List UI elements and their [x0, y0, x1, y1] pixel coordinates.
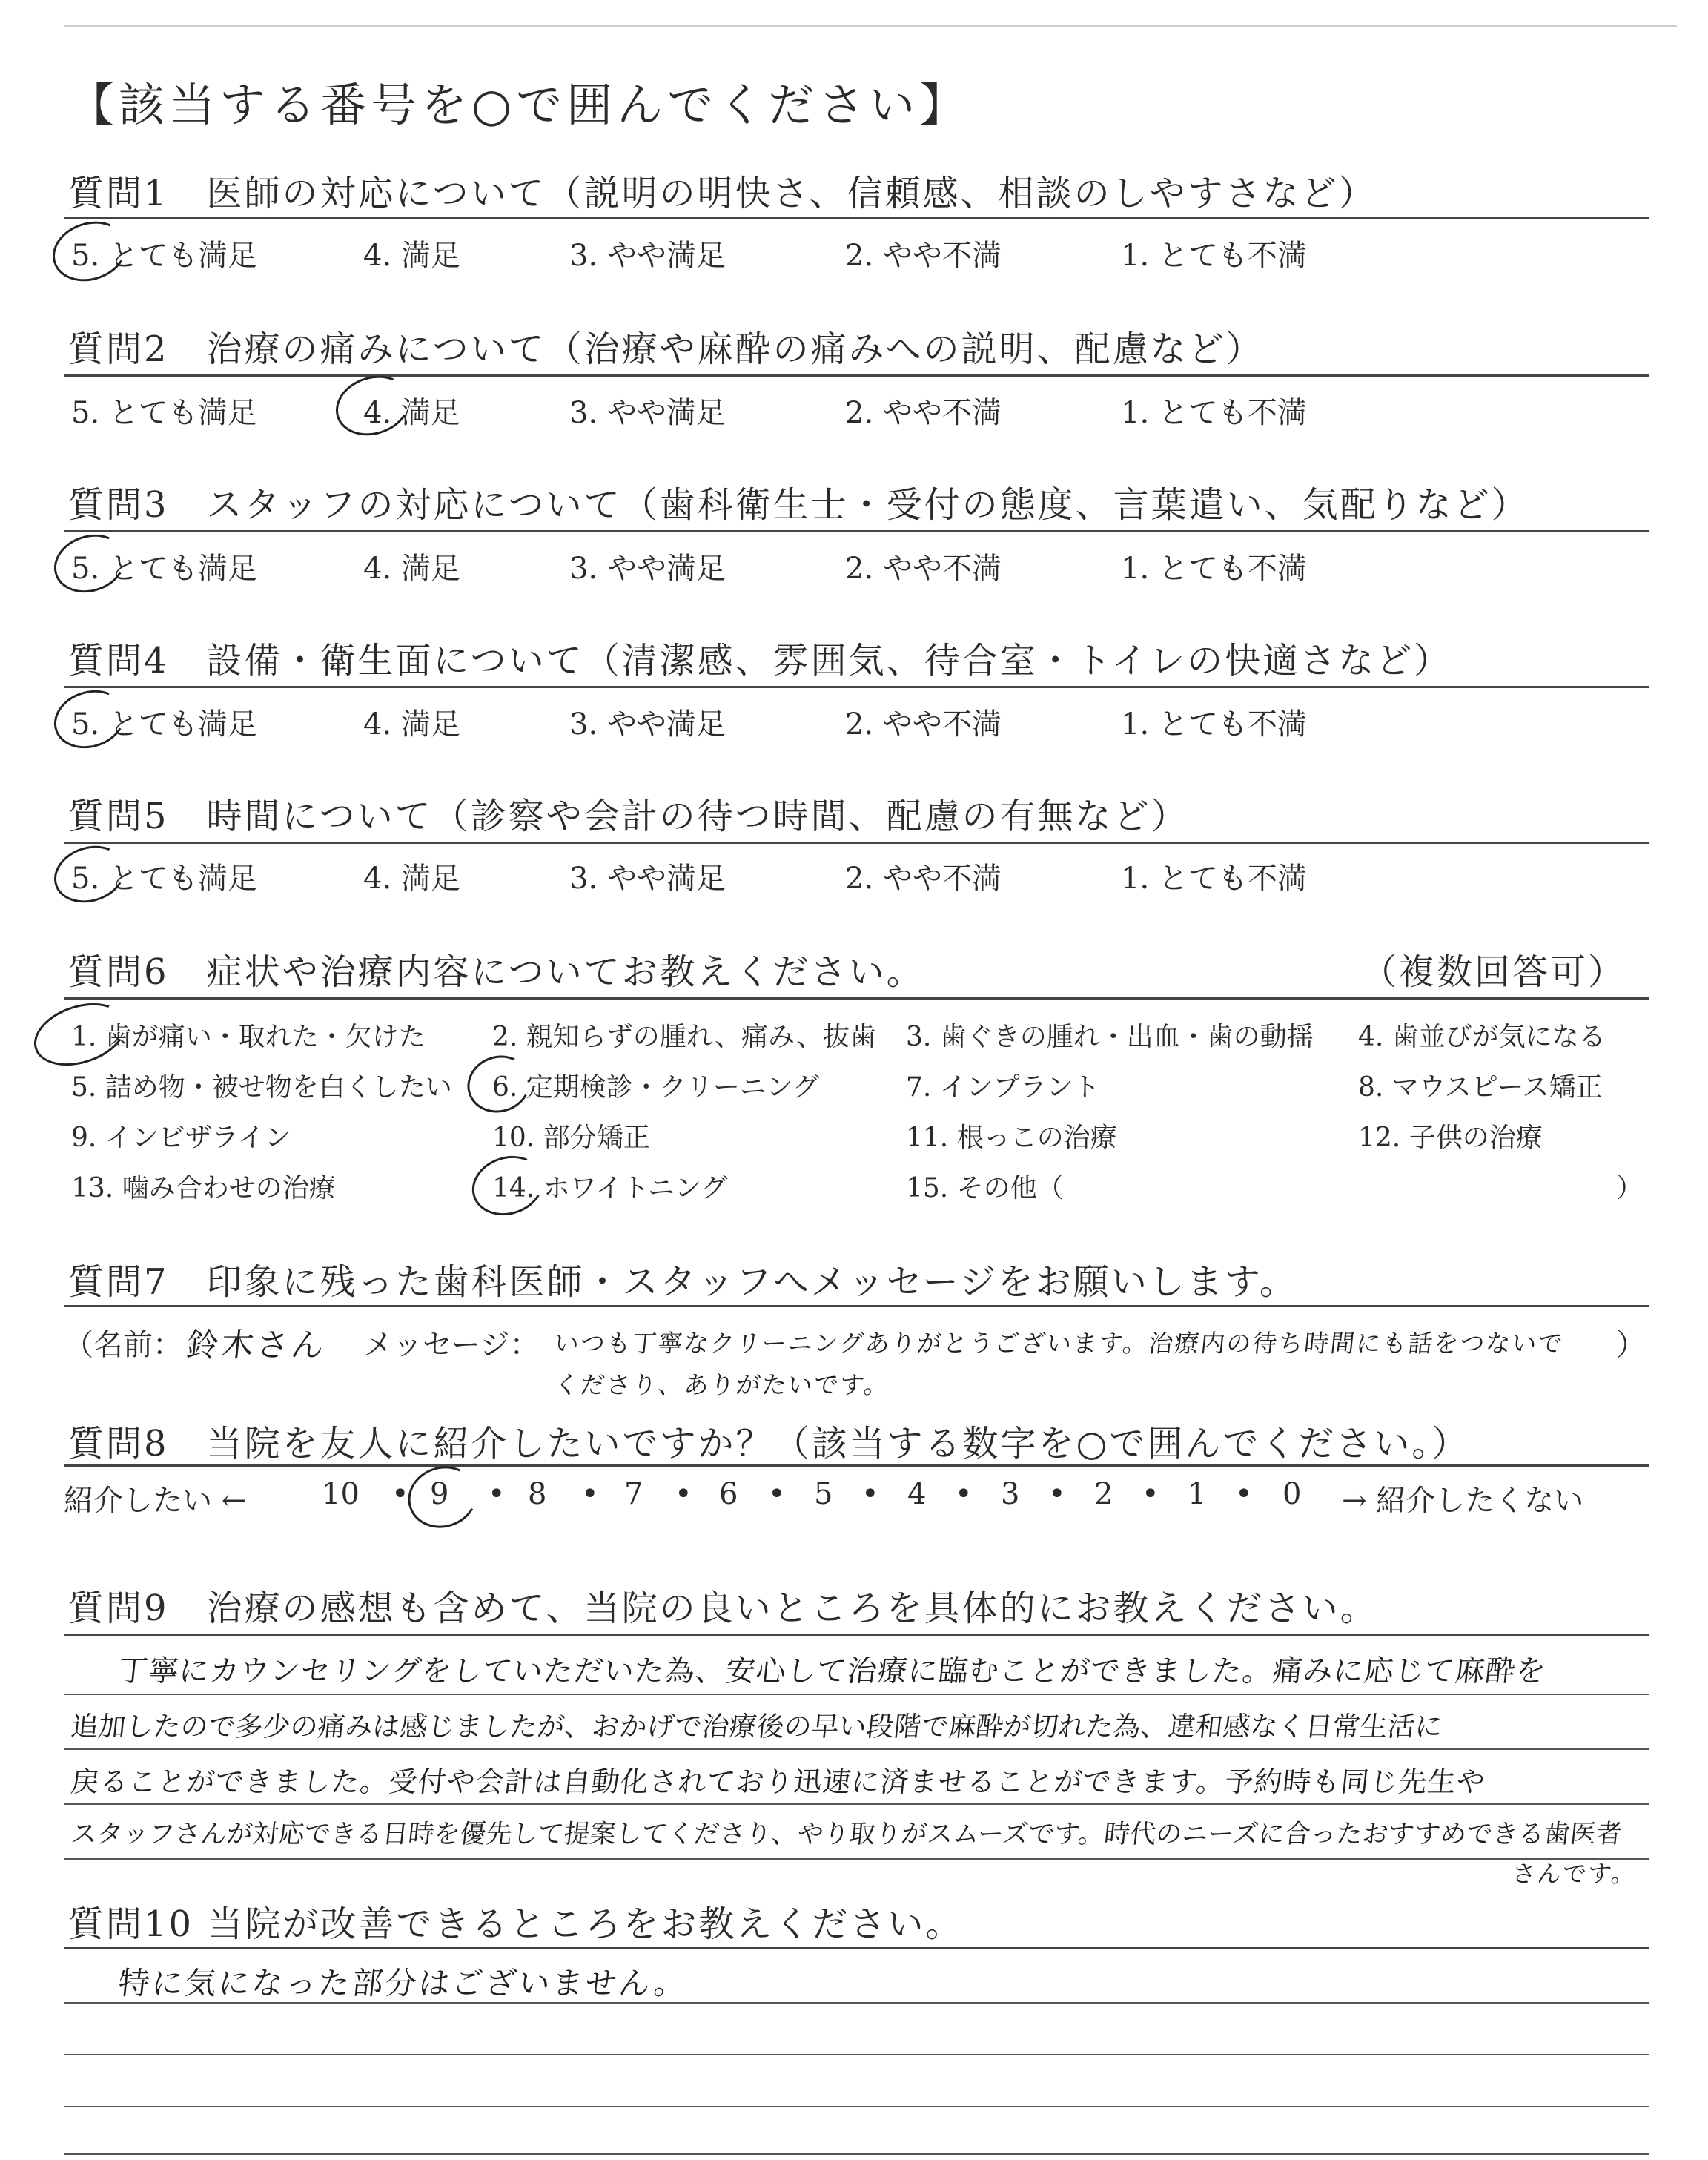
q6-option-1[interactable]: 1. 歯が痛い・取れた・欠けた: [71, 1022, 426, 1052]
q3-option-5[interactable]: 5. とても満足: [71, 552, 257, 586]
q7-title: 質問7 印象に残った歯科医師・スタッフへメッセージをお願いします。: [68, 1261, 1297, 1303]
q8-dot: •: [1048, 1477, 1066, 1511]
q4-selection-circle: [47, 681, 133, 758]
q8-dot: •: [768, 1477, 786, 1511]
q3-option-3[interactable]: 3. やや満足: [569, 552, 726, 586]
page-heading: 【該当する番号を○で囲んでください】: [68, 78, 970, 132]
q8-scale-6[interactable]: 6: [719, 1477, 738, 1511]
q6-option-7[interactable]: 7. インプラント: [906, 1072, 1100, 1103]
q8-scale-5[interactable]: 5: [814, 1477, 833, 1511]
q8-scale-1[interactable]: 1: [1188, 1477, 1207, 1511]
q8-scale-7[interactable]: 7: [624, 1477, 643, 1511]
top-border: [64, 25, 1677, 27]
q1-option-3[interactable]: 3. やや満足: [569, 239, 726, 273]
q1-selection-circle: [44, 212, 134, 291]
q9-title: 質問9 治療の感想も含めて、当院の良いところを具体的にお教えください。: [68, 1588, 1378, 1629]
q3-option-2[interactable]: 2. やや不満: [845, 552, 1002, 586]
q7-name-label: （名前：: [64, 1328, 182, 1362]
q5-option-5[interactable]: 5. とても満足: [71, 862, 257, 896]
q8-dot: •: [675, 1477, 692, 1511]
q8-scale-10[interactable]: 10: [322, 1477, 360, 1511]
q6-option-9[interactable]: 9. インビザライン: [71, 1123, 291, 1153]
q8-rule: [64, 1464, 1649, 1467]
q8-selection-circle: [400, 1457, 486, 1536]
q6-option-14[interactable]: 14. ホワイトニング: [492, 1173, 728, 1203]
q8-dot: •: [1142, 1477, 1159, 1511]
q2-option-3[interactable]: 3. やや満足: [569, 396, 726, 430]
q4-option-3[interactable]: 3. やや満足: [569, 707, 726, 742]
q1-title: 質問1 医師の対応について（説明の明快さ、信頼感、相談のしやすさなど）: [68, 173, 1377, 214]
q6-option-3[interactable]: 3. 歯ぐきの腫れ・出血・歯の動揺: [906, 1022, 1314, 1052]
q10-rule: [64, 1947, 1649, 1949]
q6-option-2[interactable]: 2. 親知らずの腫れ、痛み、抜歯: [492, 1022, 877, 1052]
q9-answer-line-1[interactable]: 丁寧にカウンセリングをしていただいた為、安心して治療に臨むことができました。痛みに応じて麻酔を: [116, 1654, 1549, 1688]
q2-selection-circle: [328, 366, 417, 445]
q8-scale-8[interactable]: 8: [528, 1477, 547, 1511]
q8-left-label: 紹介したい ←: [64, 1484, 247, 1518]
q8-dot: •: [488, 1477, 506, 1511]
q2-option-5[interactable]: 5. とても満足: [71, 396, 257, 430]
q9-line-2: [64, 1748, 1649, 1750]
q1-option-2[interactable]: 2. やや不満: [845, 239, 1002, 273]
q8-scale-9[interactable]: 9: [430, 1477, 449, 1511]
q10-line-3: [64, 2106, 1649, 2107]
q9-answer-line-4[interactable]: スタッフさんが対応できる日時を優先して提案してくださり、やり取りがスムーズです。時代のニーズに合ったおすすめできる歯医者: [69, 1820, 1624, 1849]
q8-dot: •: [861, 1477, 879, 1511]
q8-dot: •: [391, 1477, 409, 1511]
q10-title: 質問10 当院が改善できるところをお教えください。: [68, 1903, 964, 1945]
q9-line-1: [64, 1694, 1649, 1695]
q5-title: 質問5 時間について（診察や会計の待つ時間、配慮の有無など）: [68, 796, 1189, 837]
q6-option-5[interactable]: 5. 詰め物・被せ物を白くしたい: [71, 1072, 452, 1103]
q10-answer[interactable]: 特に気になった部分はございません。: [116, 1965, 689, 2001]
q3-title: 質問3 スタッフの対応について（歯科衛生士・受付の態度、言葉遣い、気配りなど）: [68, 484, 1529, 526]
q3-option-4[interactable]: 4. 満足: [363, 552, 460, 586]
q5-option-4[interactable]: 4. 満足: [363, 862, 460, 896]
q6-note: （複数回答可）: [1361, 951, 1626, 993]
q6-option-13[interactable]: 13. 噛み合わせの治療: [71, 1173, 336, 1203]
q5-option-2[interactable]: 2. やや不満: [845, 862, 1002, 896]
q6-option-4[interactable]: 4. 歯並びが気になる: [1358, 1022, 1606, 1052]
q8-scale-2[interactable]: 2: [1094, 1477, 1113, 1511]
q2-option-2[interactable]: 2. やや不満: [845, 396, 1002, 430]
q4-title: 質問4 設備・衛生面について（清潔感、雰囲気、待合室・トイレの快適さなど）: [68, 640, 1452, 681]
q6-option-15[interactable]: 15. その他（: [906, 1173, 1064, 1203]
q6-option-15-close: ）: [1616, 1173, 1644, 1203]
q8-title: 質問8 当院を友人に紹介したいですか？（該当する数字を○で囲んでください。）: [68, 1423, 1470, 1464]
q7-rule: [64, 1305, 1649, 1307]
q6-option-6[interactable]: 6. 定期検診・クリーニング: [492, 1072, 820, 1103]
q4-option-5[interactable]: 5. とても満足: [71, 707, 257, 742]
q8-right-label: → 紹介したくない: [1342, 1484, 1584, 1518]
q6-option-10[interactable]: 10. 部分矯正: [492, 1123, 650, 1153]
q5-option-1[interactable]: 1. とても不満: [1121, 862, 1307, 896]
q6-selection-circle-6: [460, 1048, 537, 1121]
q1-option-5[interactable]: 5. とても満足: [71, 239, 257, 273]
q6-selection-circle-14: [464, 1147, 551, 1224]
q9-line-3: [64, 1803, 1649, 1805]
q7-message-label: メッセージ：: [363, 1328, 540, 1362]
q9-answer-line-5[interactable]: さんです。: [1510, 1860, 1638, 1888]
q7-message-line-2[interactable]: くださり、ありがたいです。: [552, 1370, 892, 1399]
q10-line-4: [64, 2153, 1649, 2155]
q5-rule: [64, 842, 1649, 844]
q3-rule: [64, 530, 1649, 532]
q2-option-4[interactable]: 4. 満足: [363, 396, 460, 430]
q9-answer-line-3[interactable]: 戻ることができました。受付や会計は自動化されており迅速に済ませることができます。予約時も同じ先生や: [69, 1766, 1487, 1798]
q7-close-paren: ）: [1616, 1328, 1646, 1362]
q3-selection-circle: [47, 526, 133, 602]
q1-rule: [64, 217, 1649, 219]
q8-dot: •: [581, 1477, 599, 1511]
q3-option-1[interactable]: 1. とても不満: [1121, 552, 1307, 586]
q6-selection-circle-1: [26, 992, 134, 1077]
q5-selection-circle: [47, 837, 133, 912]
q2-option-1[interactable]: 1. とても不満: [1121, 396, 1307, 430]
q6-rule: [64, 997, 1649, 1000]
q6-option-11[interactable]: 11. 根っこの治療: [906, 1123, 1117, 1153]
q7-message-line-1[interactable]: いつも丁寧なクリーニングありがとうございます。治療内の待ち時間にも話をつないで: [552, 1329, 1566, 1358]
q9-rule: [64, 1634, 1649, 1636]
q10-line-2: [64, 2054, 1649, 2055]
q4-option-1[interactable]: 1. とても不満: [1121, 707, 1307, 742]
q8-scale-3[interactable]: 3: [1001, 1477, 1020, 1511]
q1-option-1[interactable]: 1. とても不満: [1121, 239, 1307, 273]
q7-name-value[interactable]: 鈴木さん: [184, 1327, 328, 1364]
q8-dot: •: [1235, 1477, 1253, 1511]
q9-answer-line-2[interactable]: 追加したので多少の痛みは感じましたが、おかげで治療後の早い段階で麻酔が切れた為、違和感なく日常生活に: [69, 1711, 1444, 1743]
q4-rule: [64, 686, 1649, 688]
q4-option-4[interactable]: 4. 満足: [363, 707, 460, 742]
q8-dot: •: [955, 1477, 973, 1511]
q2-title: 質問2 治療の痛みについて（治療や麻酔の痛みへの説明、配慮など）: [68, 328, 1264, 370]
q1-option-4[interactable]: 4. 満足: [363, 239, 460, 273]
q6-option-8[interactable]: 8. マウスピース矯正: [1358, 1072, 1603, 1103]
q4-option-2[interactable]: 2. やや不満: [845, 707, 1002, 742]
q9-line-4: [64, 1858, 1649, 1860]
q6-option-12[interactable]: 12. 子供の治療: [1358, 1123, 1543, 1153]
q5-option-3[interactable]: 3. やや満足: [569, 862, 726, 896]
q8-scale-0[interactable]: 0: [1282, 1477, 1302, 1511]
q6-title: 質問6 症状や治療内容についてお教えください。: [68, 951, 924, 993]
q2-rule: [64, 374, 1649, 377]
q8-scale-4[interactable]: 4: [907, 1477, 927, 1511]
